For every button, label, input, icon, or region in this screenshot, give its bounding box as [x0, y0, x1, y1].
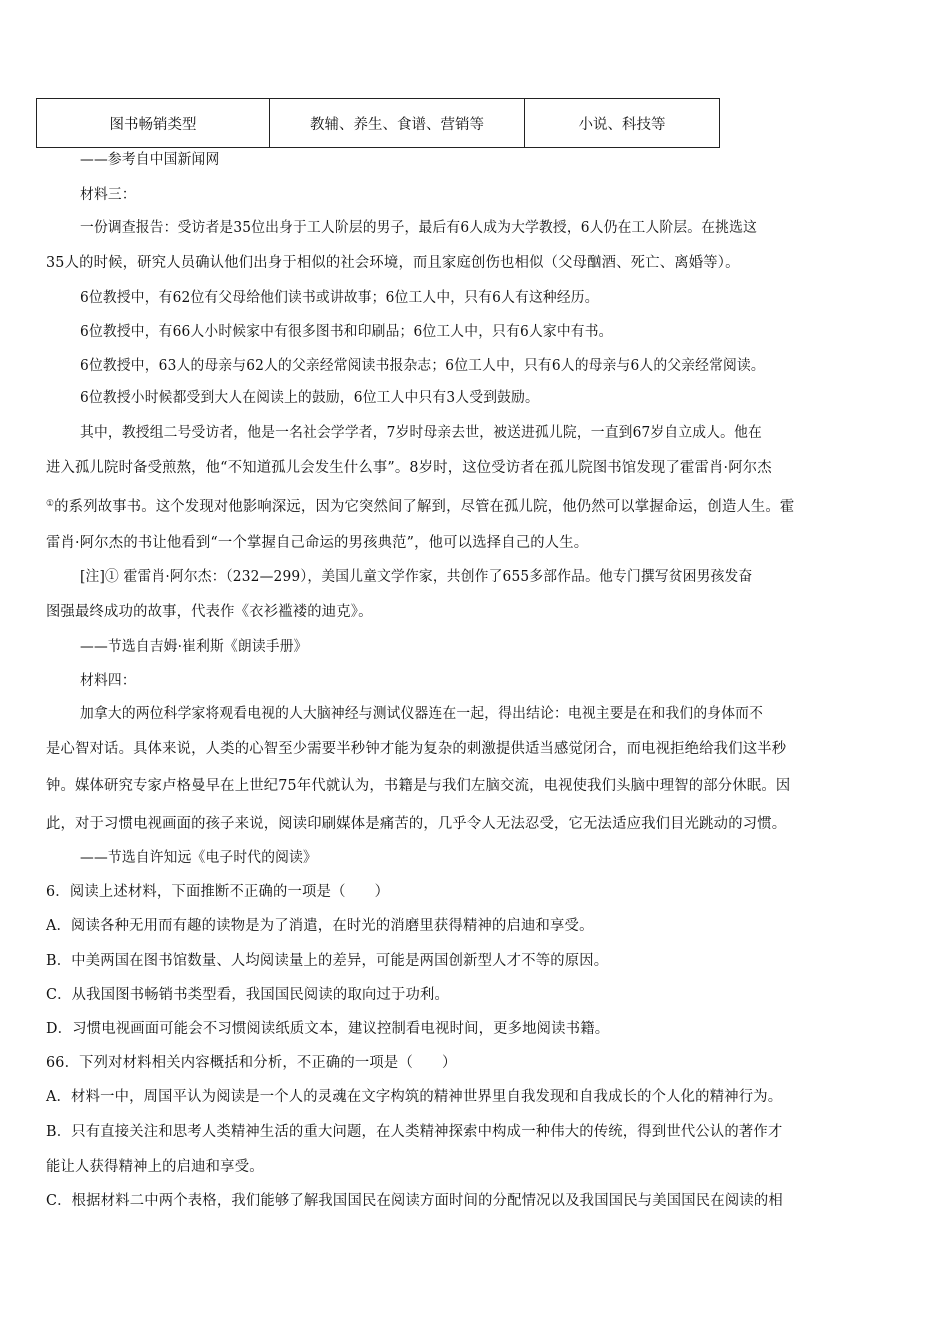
question-66-option-c: C．根据材料二中两个表格，我们能够了解我国国民在阅读方面时间的分配情况以及我国国民与美国国民在阅读的相: [46, 1193, 783, 1209]
m3-note-line: [注]① 霍雷肖·阿尔杰：（232—299），美国儿童文学作家，共创作了655多部作品。他专门撰写贫困男孩发奋: [80, 569, 753, 585]
m3-paragraph-line: 其中，教授组二号受访者，他是一名社会学学者，7岁时母亲去世，被送进孤儿院，一直到67岁自立成人。他在: [80, 425, 762, 441]
question-66-option-a: A．材料一中，周国平认为阅读是一个人的灵魂在文字构筑的精神世界里自我发现和自我成长的个人化的精神行为。: [46, 1089, 783, 1105]
m3-paragraph-line: 进入孤儿院时备受煎熬，他“不知道孤儿会发生什么事”。8岁时，这位受访者在孤儿院图书馆发现了霍雷肖·阿尔杰: [46, 460, 772, 476]
table-cell-usa: 小说、科技等: [525, 99, 720, 148]
m3-note-line: 图强最终成功的故事，代表作《衣衫褴褛的迪克》。: [46, 604, 373, 620]
table-cell-china: 教辅、养生、食谱、营销等: [270, 99, 525, 148]
source-2: ——参考自中国新闻网: [80, 152, 220, 168]
m4-paragraph-line: 钟。媒体研究专家卢格曼早在上世纪75年代就认为，书籍是与我们左脑交流，电视使我们头脑中理智的部分休眠。因: [46, 778, 791, 794]
question-66-stem: 66．下列对材料相关内容概括和分析，不正确的一项是（ ）: [46, 1055, 457, 1071]
question-6-option-c: C．从我国图书畅销书类型看，我国国民阅读的取向过于功利。: [46, 987, 450, 1003]
m3-paragraph-line: 雷肖·阿尔杰的书让他看到“一个掌握自己命运的男孩典范”，他可以选择自己的人生。: [46, 535, 589, 551]
m3-paragraph-text: 的系列故事书。这个发现对他影响深远，因为它突然间了解到，尽管在孤儿院，他仍然可以掌握命运，创造人生。霍: [54, 499, 795, 515]
footnote-marker: ①: [46, 499, 55, 509]
m3-paragraph-line: 35人的时候，研究人员确认他们出身于相似的社会环境，而且家庭创伤也相似（父母酗酒、死亡、离婚等）。: [46, 255, 740, 271]
source-4: ——节选自许知远《电子时代的阅读》: [80, 850, 317, 866]
question-6-option-a: A．阅读各种无用而有趣的读物是为了消遣，在时光的消磨里获得精神的启迪和享受。: [46, 918, 594, 934]
m4-paragraph-line: 是心智对话。具体来说，人类的心智至少需要半秒钟才能为复杂的刺激提供适当感觉闭合，而电视拒绝给我们这半秒: [46, 741, 787, 757]
m4-paragraph-line: 此，对于习惯电视画面的孩子来说，阅读印刷媒体是痛苦的，几乎令人无法忍受，它无法适应我们目光跳动的习惯。: [46, 816, 787, 832]
question-66-option-b: B．只有直接关注和思考人类精神生活的重大问题，在人类精神探索中构成一种伟大的传统，得到世代公认的著作才: [46, 1124, 783, 1140]
m3-paragraph-line: [46, 494, 905, 517]
m3-paragraph-line: 6位教授中，有66人小时候家中有很多图书和印刷品；6位工人中，只有6人家中有书。: [80, 324, 613, 340]
bestseller-table: [36, 98, 720, 148]
m4-paragraph-line: 加拿大的两位科学家将观看电视的人大脑神经与测试仪器连在一起，得出结论：电视主要是在和我们的身体而不: [80, 706, 764, 722]
material-4-title: 材料四：: [80, 673, 136, 689]
question-6-option-d: D．习惯电视画面可能会不习惯阅读纸质文本，建议控制看电视时间，更多地阅读书籍。: [46, 1021, 610, 1037]
m3-paragraph-line: 6位教授小时候都受到大人在阅读上的鼓励，6位工人中只有3人受到鼓励。: [80, 390, 539, 406]
m3-paragraph-line: 6位教授中，有62位有父母给他们读书或讲故事；6位工人中，只有6人有这种经历。: [80, 290, 599, 306]
m3-paragraph-line: 6位教授中，63人的母亲与62人的父亲经常阅读书报杂志；6位工人中，只有6人的母亲与6人的父亲经常阅读。: [80, 358, 765, 374]
question-66-option-b-cont: 能让人获得精神上的启迪和享受。: [46, 1159, 264, 1175]
question-6-stem: 6．阅读上述材料，下面推断不正确的一项是（ ）: [46, 884, 390, 900]
question-6-option-b: B．中美两国在图书馆数量、人均阅读量上的差异，可能是两国创新型人才不等的原因。: [46, 953, 609, 969]
source-3: ——节选自吉姆·崔利斯《朗读手册》: [80, 639, 308, 655]
m3-paragraph-line: 一份调查报告：受访者是35位出身于工人阶层的男子，最后有6人成为大学教授，6人仍在工人阶层。在挑选这: [80, 220, 757, 236]
material-3-title: 材料三：: [80, 187, 136, 203]
table-row: [37, 99, 720, 148]
table-cell-label: 图书畅销类型: [37, 99, 270, 148]
